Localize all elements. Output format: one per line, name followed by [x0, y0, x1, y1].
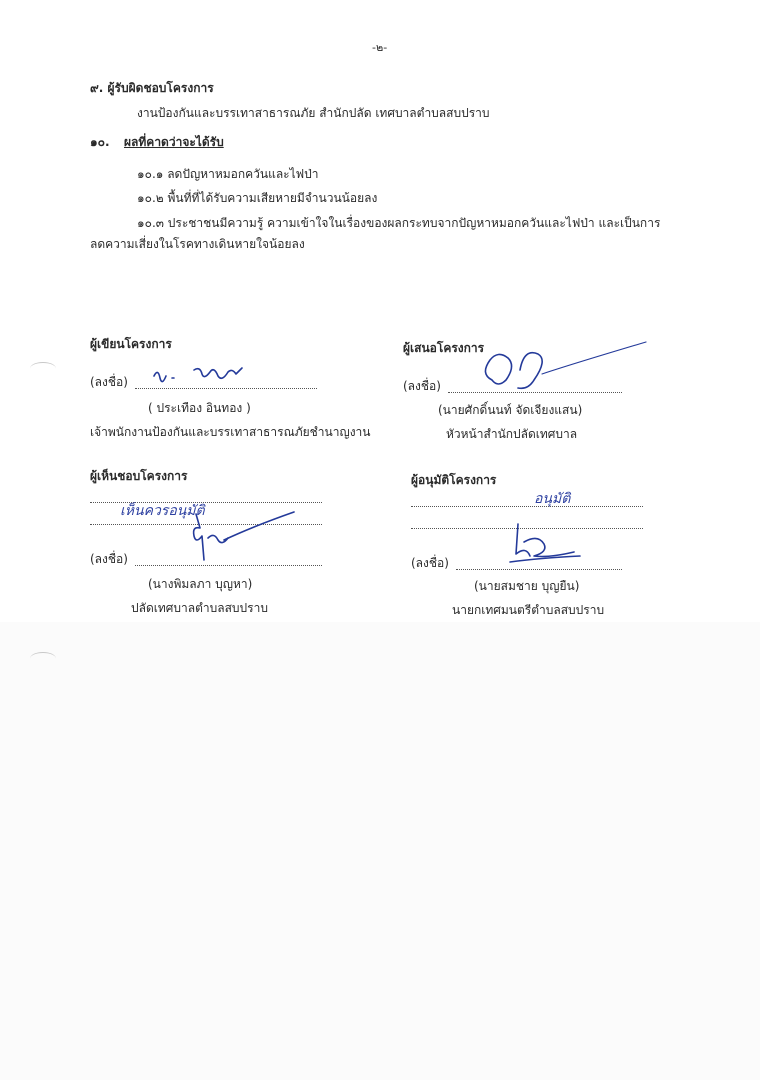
proposer-position: หัวหน้าสำนักปลัดเทศบาล: [446, 427, 578, 441]
section-10-continuation: ลดความเสี่ยงในโรคทางเดินหายใจน้อยลง: [90, 237, 305, 251]
endorser-handwritten-comment: เห็นควรอนุมัติ: [120, 503, 205, 519]
section-10-number: ๑๐.: [90, 135, 110, 149]
approver-handwritten-comment: อนุมัติ: [534, 491, 571, 507]
proposer-sign-label: (ลงชื่อ): [403, 379, 441, 393]
proposer-signature-image: [470, 340, 650, 404]
writer-sign-line: [135, 388, 317, 389]
approver-name: (นายสมชาย บุญยืน): [474, 579, 580, 593]
section-10-item: ๑๐.๑ ลดปัญหาหมอกควันและไฟป่า: [137, 167, 319, 181]
writer-heading: ผู้เขียนโครงการ: [90, 337, 172, 351]
section-10-heading: ผลที่คาดว่าจะได้รับ: [124, 135, 224, 149]
writer-position: เจ้าพนักงานป้องกันและบรรเทาสาธารณภัยชำนาญงาน: [90, 425, 371, 439]
endorser-name: (นางพิมลภา บุญหา): [148, 577, 253, 591]
approver-position: นายกเทศมนตรีตำบลสบปราบ: [452, 603, 605, 617]
approver-sign-line: [456, 569, 622, 570]
approver-comment-line: [411, 506, 643, 507]
endorser-sign-line: [135, 565, 322, 566]
endorser-position: ปลัดเทศบาลตำบลสบปราบ: [131, 601, 268, 615]
approver-heading: ผู้อนุมัติโครงการ: [411, 473, 497, 487]
section-10-item: ๑๐.๓ ประชาชนมีความรู้ ความเข้าใจในเรื่องของผลกระทบจากปัญหาหมอกควันและไฟป่า และเป็นการ: [137, 216, 661, 230]
punch-hole-mark: [30, 362, 56, 375]
writer-signature-image: [150, 364, 260, 388]
endorser-heading: ผู้เห็นชอบโครงการ: [90, 469, 188, 483]
section-9-heading: ๙. ผู้รับผิดชอบโครงการ: [90, 81, 214, 95]
page-number: -๒-: [372, 41, 388, 54]
writer-sign-label: (ลงชื่อ): [90, 375, 128, 389]
proposer-name: (นายศักดิ์นนท์ จัดเจียงแสน): [438, 403, 583, 417]
writer-name: ( ประเทือง อินทอง ): [148, 401, 251, 415]
approver-signature-image: [500, 520, 600, 568]
approver-sign-label: (ลงชื่อ): [411, 556, 449, 570]
punch-hole-mark: [30, 652, 56, 665]
section-10-item: ๑๐.๒ พื้นที่ที่ได้รับความเสียหายมีจำนวนน้อยลง: [137, 191, 378, 205]
proposer-heading: ผู้เสนอโครงการ: [403, 341, 485, 355]
endorser-signature-image: [180, 508, 300, 564]
endorser-sign-label: (ลงชื่อ): [90, 552, 128, 566]
section-9-text: งานป้องกันและบรรเทาสาธารณภัย สำนักปลัด เทศบาลตำบลสบปราบ: [137, 106, 490, 120]
